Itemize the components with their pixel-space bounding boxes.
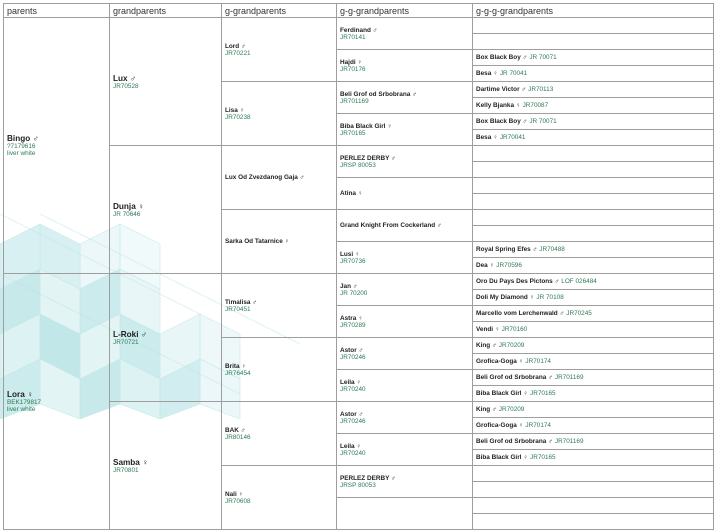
g4-cell xyxy=(473,210,714,226)
g4-cell xyxy=(473,322,714,338)
registration-number: JR701169 xyxy=(554,438,584,445)
registration-number: JR70041 xyxy=(499,134,526,141)
column-header-0: parents xyxy=(4,4,110,18)
g4-cell xyxy=(473,66,714,82)
registration-number: JR70174 xyxy=(525,358,551,365)
registration-number: JR 70071 xyxy=(529,118,557,125)
dog-name: Astra ♀ xyxy=(340,314,363,322)
dog-name: Lux ♂ xyxy=(113,73,136,83)
gggp-cell xyxy=(337,498,473,530)
dog-name: PERLEZ DERBY ♂ xyxy=(340,154,396,162)
dog-name: Leila ♀ xyxy=(340,378,362,386)
pedigree-row xyxy=(4,146,714,162)
dog-name: Vendi ♀ xyxy=(476,326,500,333)
dog-name: Beli Grof od Srbobrana ♂ xyxy=(476,438,553,445)
dog-name: Biba Black Girl ♀ xyxy=(476,454,529,461)
dog-name: BAK ♂ xyxy=(225,426,246,434)
registration-number: JR70289 xyxy=(340,321,366,329)
dog-name: Biba Black Girl ♀ xyxy=(340,122,393,130)
gggp-cell xyxy=(337,434,473,466)
dog-name: Lisa ♀ xyxy=(225,106,245,114)
registration-number: JR70736 xyxy=(340,257,366,265)
g4-cell xyxy=(473,290,714,306)
registration-number: JR70209 xyxy=(498,342,525,349)
registration-number: JR 70200 xyxy=(340,289,368,297)
g4-cell xyxy=(473,306,714,322)
registration-number: JR701169 xyxy=(340,97,369,105)
dog-name: Dea ♀ xyxy=(476,262,495,269)
g4-cell xyxy=(473,226,714,242)
column-header-4: g-g-g-grandparents xyxy=(473,4,714,18)
dog-name: Astor ♂ xyxy=(340,346,364,354)
parents-cell xyxy=(4,18,110,274)
dog-name: Nali ♀ xyxy=(225,490,244,498)
gggp-cell xyxy=(337,146,473,178)
registration-number: JR70801 xyxy=(113,466,139,474)
dog-name: Bingo ♂ xyxy=(7,134,39,143)
coat-color: liver white xyxy=(7,150,36,157)
registration-number: LOF 026484 xyxy=(561,278,597,285)
dog-name: Lora ♀ xyxy=(7,390,34,399)
g4-cell xyxy=(473,130,714,146)
gggp-cell xyxy=(337,18,473,50)
registration-number: JR76454 xyxy=(225,369,251,377)
g4-cell xyxy=(473,274,714,290)
registration-number: JR70221 xyxy=(225,49,251,57)
dog-name: Atina ♀ xyxy=(340,190,363,197)
gggp-cell xyxy=(337,82,473,114)
g4-cell xyxy=(473,450,714,466)
registration-number: JR70165 xyxy=(340,129,366,137)
g4-cell xyxy=(473,242,714,258)
ggp-cell xyxy=(222,210,337,274)
registration-number: JR70238 xyxy=(225,113,251,121)
ggp-cell xyxy=(222,402,337,466)
gggp-cell xyxy=(337,114,473,146)
header-row xyxy=(4,4,714,18)
registration-number: JR 70108 xyxy=(536,294,564,301)
g4-cell xyxy=(473,194,714,210)
g4-cell xyxy=(473,178,714,194)
column-header-1: grandparents xyxy=(110,4,222,18)
ggp-cell xyxy=(222,274,337,338)
registration-number: JR70176 xyxy=(340,65,366,73)
dog-name: Lux Od Zvezdanog Gaja ♂ xyxy=(225,174,305,181)
g4-cell xyxy=(473,98,714,114)
registration-number: JR70608 xyxy=(225,497,251,505)
registration-number: JR70174 xyxy=(525,422,551,429)
parents-cell xyxy=(4,274,110,530)
dog-name: Royal Spring Efes ♂ xyxy=(476,246,538,253)
registration-number: JR70141 xyxy=(340,33,366,41)
grandparents-cell xyxy=(110,18,222,146)
g4-cell xyxy=(473,402,714,418)
g4-cell xyxy=(473,146,714,162)
registration-number: JR70240 xyxy=(340,449,366,457)
registration-number: JR70160 xyxy=(501,326,528,333)
dog-name: PERLEZ DERBY ♂ xyxy=(340,474,396,482)
registration-number: JR70528 xyxy=(113,82,139,90)
dog-name: Timalisa ♂ xyxy=(225,298,258,306)
dog-name: King ♂ xyxy=(476,406,497,413)
registration-number: JR70209 xyxy=(498,406,525,413)
g4-cell xyxy=(473,466,714,482)
grandparents-cell xyxy=(110,146,222,274)
registration-number: JR70451 xyxy=(225,305,251,313)
g4-cell xyxy=(473,514,714,530)
dog-name: Doli My Diamond ♀ xyxy=(476,294,535,301)
column-header-2: g-grandparents xyxy=(222,4,337,18)
ggp-cell xyxy=(222,18,337,82)
pedigree-row xyxy=(4,402,714,418)
gggp-cell xyxy=(337,242,473,274)
ggp-cell xyxy=(222,338,337,402)
dog-name: King ♂ xyxy=(476,342,497,349)
dog-name: Box Black Boy ♂ xyxy=(476,118,528,125)
g4-cell xyxy=(473,82,714,98)
ggp-cell xyxy=(222,82,337,146)
registration-number: JR70113 xyxy=(528,86,554,93)
dog-name: Beli Grof od Srbobrana ♂ xyxy=(476,374,553,381)
registration-number: JR70246 xyxy=(340,417,366,425)
dog-name: Leila ♀ xyxy=(340,442,362,450)
pedigree-row xyxy=(4,18,714,34)
dog-name: Samba ♀ xyxy=(113,457,149,467)
g4-cell xyxy=(473,50,714,66)
g4-cell xyxy=(473,482,714,498)
dog-name: Jan ♂ xyxy=(340,282,358,290)
registration-number: JR70165 xyxy=(530,390,556,397)
g4-cell xyxy=(473,498,714,514)
gggp-cell xyxy=(337,306,473,338)
dog-name: Hajdi ♀ xyxy=(340,58,363,66)
registration-number: JRSP 80053 xyxy=(340,481,376,489)
gggp-cell xyxy=(337,402,473,434)
registration-number: JR70165 xyxy=(530,454,556,461)
dog-name: Dunja ♀ xyxy=(113,201,145,211)
dog-name: Grofica-Goga ♀ xyxy=(476,422,524,429)
registration-number: JR70596 xyxy=(496,262,522,269)
registration-number: JR70246 xyxy=(340,353,366,361)
g4-cell xyxy=(473,258,714,274)
dog-name: Besa ♀ xyxy=(476,70,498,77)
gggp-cell xyxy=(337,466,473,498)
dog-name: Grofica-Goga ♀ xyxy=(476,358,524,365)
dog-name: Beli Grof od Srbobrana ♂ xyxy=(340,90,417,98)
dog-name: Lusi ♀ xyxy=(340,250,360,258)
dog-name: Astor ♂ xyxy=(340,410,364,418)
dog-name: Lord ♂ xyxy=(225,42,246,50)
g4-cell xyxy=(473,386,714,402)
registration-number: ?7179616 xyxy=(7,143,36,150)
dog-name: L-Roki ♂ xyxy=(113,329,147,339)
registration-number: JR70721 xyxy=(113,338,139,346)
gggp-cell xyxy=(337,50,473,82)
registration-number: JR70245 xyxy=(566,310,592,317)
grandparents-cell xyxy=(110,402,222,530)
g4-cell xyxy=(473,434,714,450)
registration-number: JR 70041 xyxy=(499,70,528,77)
pedigree-table xyxy=(3,3,714,530)
registration-number: BEK179817 xyxy=(7,399,42,406)
g4-cell xyxy=(473,338,714,354)
registration-number: JR80146 xyxy=(225,433,251,441)
g4-cell xyxy=(473,114,714,130)
grandparents-cell xyxy=(110,274,222,402)
gggp-cell xyxy=(337,338,473,370)
dog-name: Grand Knight From Cockerland ♂ xyxy=(340,222,442,229)
g4-cell xyxy=(473,418,714,434)
g4-cell xyxy=(473,162,714,178)
pedigree-row xyxy=(4,274,714,290)
g4-cell xyxy=(473,18,714,34)
dog-name: Box Black Boy ♂ xyxy=(476,54,528,61)
dog-name: Marcello vom Lerchenwald ♂ xyxy=(476,310,565,317)
gggp-cell xyxy=(337,178,473,210)
registration-number: JRSP 80053 xyxy=(340,161,376,169)
registration-number: JR70488 xyxy=(539,246,565,253)
dog-name: Ferdinand ♂ xyxy=(340,26,378,34)
pedigree-body xyxy=(4,18,714,530)
column-header-3: g-g-grandparents xyxy=(337,4,473,18)
g4-cell xyxy=(473,34,714,50)
registration-number: JR70240 xyxy=(340,385,366,393)
dog-name: Biba Black Girl ♀ xyxy=(476,390,529,397)
coat-color: liver white xyxy=(7,406,36,413)
dog-name: Oro Du Pays Des Pictons ♂ xyxy=(476,278,560,285)
dog-name: Sarka Od Tatarnice ♀ xyxy=(225,238,290,245)
g4-cell xyxy=(473,354,714,370)
ggp-cell xyxy=(222,466,337,530)
registration-number: JR 70646 xyxy=(113,210,141,218)
ggp-cell xyxy=(222,146,337,210)
dog-name: Dartime Victor ♂ xyxy=(476,86,527,93)
g4-cell xyxy=(473,370,714,386)
registration-number: JR 70071 xyxy=(529,54,557,61)
gggp-cell xyxy=(337,210,473,242)
gggp-cell xyxy=(337,274,473,306)
dog-name: Besa ♀ xyxy=(476,134,498,141)
registration-number: JR70087 xyxy=(522,102,549,109)
registration-number: JR701169 xyxy=(554,374,584,381)
dog-name: Brita ♀ xyxy=(225,362,247,370)
dog-name: Kelly Bjanka ♀ xyxy=(476,102,521,109)
gggp-cell xyxy=(337,370,473,402)
